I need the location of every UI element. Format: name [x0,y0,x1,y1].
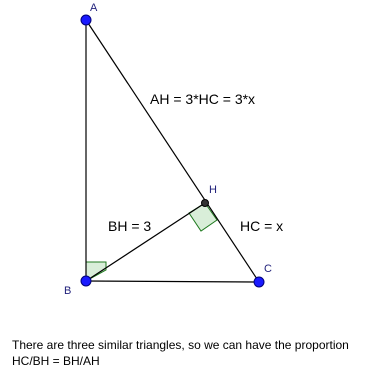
point-h [202,200,209,207]
point-a [81,15,91,25]
caption-line-2: HC/BH = BH/AH [12,354,100,368]
label-ah: AH = 3*HC = 3*x [150,91,256,107]
label-h: H [209,184,217,196]
point-c [254,277,264,287]
label-bh: BH = 3 [108,218,152,234]
point-b [81,276,91,286]
label-b: B [64,285,72,297]
segment-ac [86,20,259,282]
segment-bc [86,281,259,282]
label-a: A [90,2,98,14]
label-c: C [264,263,272,275]
label-hc: HC = x [240,218,284,234]
right-angle-marker-h [189,203,217,231]
segment-bh [86,203,205,281]
caption-line-1: There are three similar triangles, so we can have the proportion [12,338,349,352]
